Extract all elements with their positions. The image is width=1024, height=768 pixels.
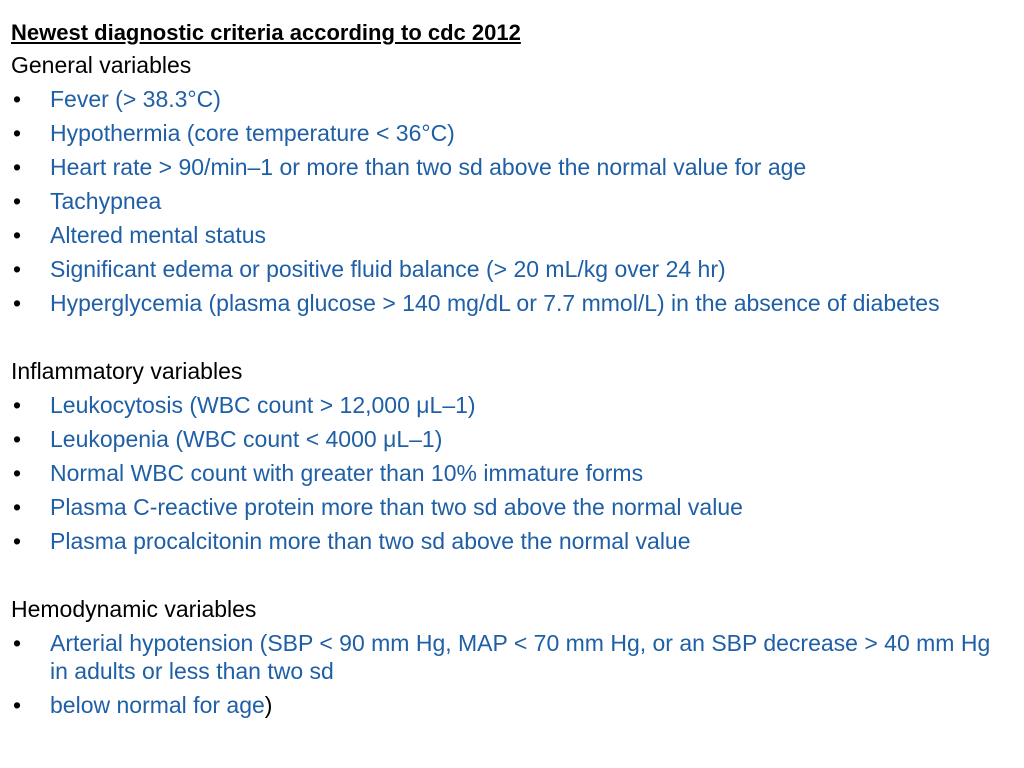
list-item-text: Significant edema or positive fluid balance (> 20 mL/kg over 24 hr) <box>50 256 726 282</box>
list-item <box>11 524 1011 558</box>
bullet-icon: • <box>13 392 22 418</box>
list-item <box>11 150 1011 184</box>
section-heading-hemodynamic: Hemodynamic variables <box>11 596 257 622</box>
bullet-icon: • <box>13 222 22 248</box>
list-item-text: Plasma C-reactive protein more than two sd above the normal value <box>50 494 743 520</box>
list-item <box>11 116 1011 150</box>
list-item <box>11 688 1011 722</box>
list-item <box>11 82 1011 116</box>
list-item-text: Plasma procalcitonin more than two sd above the normal value <box>50 528 691 554</box>
slide-title: Newest diagnostic criteria according to cdc 2012 <box>11 20 521 45</box>
list-item <box>11 626 1011 688</box>
bullet-icon: • <box>13 120 22 146</box>
bullet-icon: • <box>13 426 22 452</box>
section-spacer <box>11 558 1011 592</box>
list-item-text: Hyperglycemia (plasma glucose > 140 mg/dL or 7.7 mmol/L) in the absence of diabetes <box>50 290 940 316</box>
list-item-text: Normal WBC count with greater than 10% immature forms <box>50 460 644 486</box>
list-item <box>11 456 1011 490</box>
bullet-icon: • <box>13 154 22 180</box>
list-item <box>11 252 1011 286</box>
bullet-icon: • <box>13 692 22 718</box>
bullet-icon: • <box>13 460 22 486</box>
section-heading-general: General variables <box>11 52 192 78</box>
bullet-icon: • <box>13 256 22 282</box>
list-item-text: Altered mental status <box>50 222 267 248</box>
list-item <box>11 388 1011 422</box>
section-heading-inflammatory: Inflammatory variables <box>11 358 243 384</box>
list-item-text: Arterial hypotension (SBP < 90 mm Hg, MAP < 70 mm Hg, or an SBP decrease > 40 mm Hg in adults or less than two sd <box>50 630 991 684</box>
list-item-text: below normal for age <box>50 692 265 718</box>
list-item-text: Hypothermia (core temperature < 36°C) <box>50 120 455 146</box>
bullet-icon: • <box>13 188 22 214</box>
closing-paren: ) <box>264 692 273 718</box>
hemodynamic-variables-list <box>11 626 1011 722</box>
slide <box>11 18 1011 722</box>
general-variables-list <box>11 82 1011 320</box>
bullet-icon: • <box>13 86 22 112</box>
list-item-text: Heart rate > 90/min–1 or more than two sd above the normal value for age <box>50 154 807 180</box>
bullet-icon: • <box>13 494 22 520</box>
list-item-text: Tachypnea <box>50 188 162 214</box>
section-spacer <box>11 320 1011 354</box>
list-item <box>11 218 1011 252</box>
list-item-text: Leukopenia (WBC count < 4000 μL–1) <box>50 426 443 452</box>
bullet-icon: • <box>13 290 22 316</box>
list-item <box>11 286 1011 320</box>
bullet-icon: • <box>13 528 22 554</box>
list-item <box>11 184 1011 218</box>
inflammatory-variables-list <box>11 388 1011 558</box>
bullet-icon: • <box>13 630 22 656</box>
list-item-text: Fever (> 38.3°C) <box>50 86 221 112</box>
list-item <box>11 422 1011 456</box>
list-item <box>11 490 1011 524</box>
list-item-text: Leukocytosis (WBC count > 12,000 μL–1) <box>50 392 476 418</box>
